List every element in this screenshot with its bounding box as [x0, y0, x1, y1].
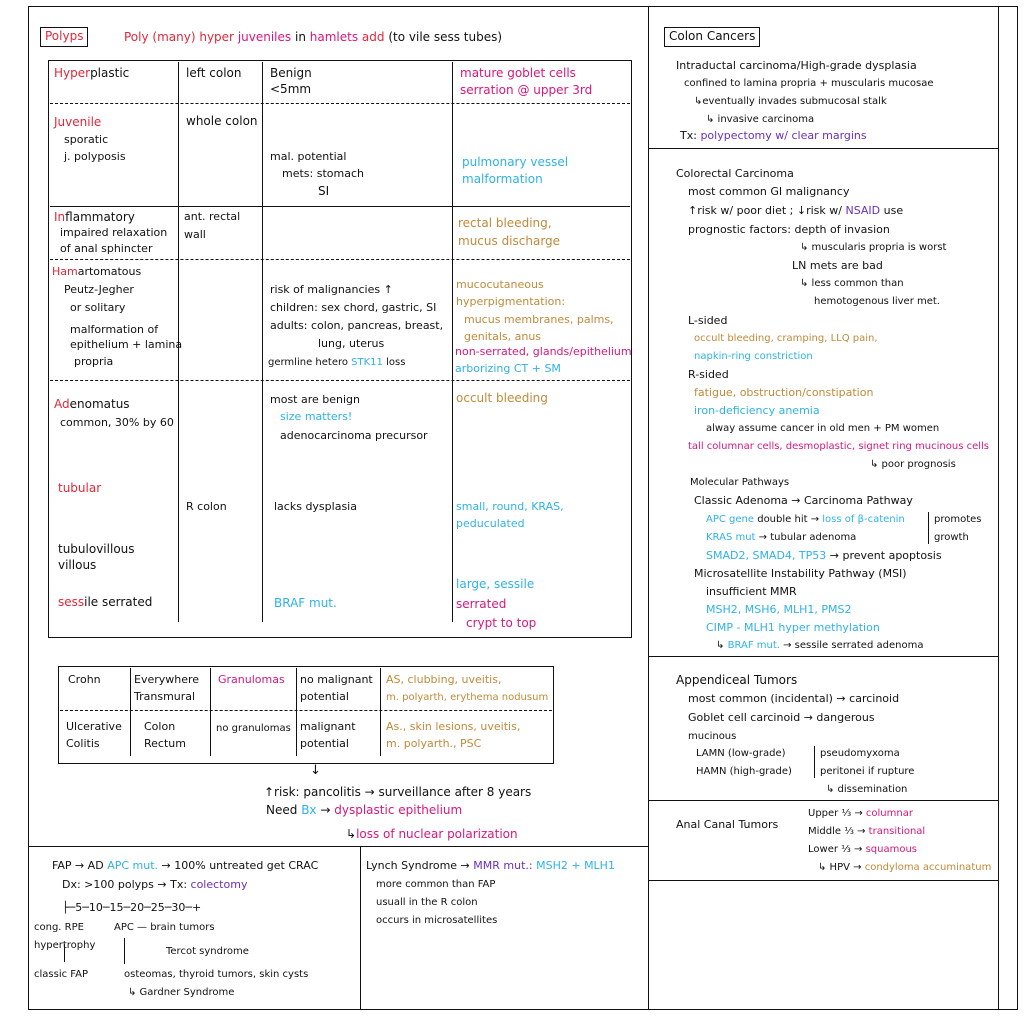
- hyperplastic-feature: serration @ upper 3rd: [460, 83, 593, 97]
- intraductal-line: ↳eventually invades submucosal stalk: [694, 96, 887, 107]
- left-bottom-divider: [28, 846, 648, 847]
- hamartomatous-detail: Peutz-Jegher: [64, 283, 134, 296]
- adenomatous-risk: size matters!: [280, 410, 353, 423]
- crc-line: ↳ muscularis propria is worst: [800, 242, 947, 253]
- right-divider-1: [648, 148, 998, 149]
- appendiceal-bracket: [814, 746, 815, 778]
- ibd-col: [380, 668, 381, 756]
- crc-apc: APC gene double hit → loss of β-catenin: [706, 514, 905, 525]
- anal-upper: Upper ⅓ → columnar: [808, 808, 913, 819]
- lynch-line: usuall in the R colon: [376, 897, 478, 908]
- uc-extraintestinal: As., skin lesions, uveitis,: [386, 720, 521, 733]
- anal-title: Anal Canal Tumors: [676, 818, 779, 831]
- juvenile-type: j. polyposis: [64, 150, 126, 163]
- crc-line: ↑risk w/ poor diet ; ↓risk w/ NSAID use: [688, 204, 904, 217]
- lynch-line1: Lynch Syndrome → MMR mut.: MSH2 + MLH1: [366, 859, 615, 872]
- appendiceal-pseudomyxoma: pseudomyxoma: [820, 748, 900, 759]
- ibd-row-divider: [60, 710, 552, 711]
- intraductal-line: Intraductal carcinoma/High-grade dysplasia: [676, 59, 917, 72]
- juvenile-feature: pulmonary vessel: [462, 155, 569, 169]
- inflammatory-name: Inflammatory: [54, 210, 135, 224]
- crc-rsided: R-sided: [688, 368, 729, 381]
- hyperplastic-feature: mature goblet cells: [460, 66, 576, 80]
- uc-loss-line: ↳loss of nuclear polarization: [346, 827, 518, 841]
- hamartomatous-name: Hamartomatous: [52, 265, 142, 278]
- crc-msi-line: insufficient MMR: [706, 585, 797, 598]
- uc-name: Ulcerative: [66, 720, 122, 733]
- hamartomatous-risk: lung, uterus: [318, 337, 385, 350]
- sessile-feature: serrated: [456, 597, 507, 611]
- uc-malignancy: malignant: [300, 720, 356, 733]
- appendiceal-title: Appendiceal Tumors: [676, 673, 798, 687]
- hamartomatous-detail: or solitary: [70, 301, 126, 314]
- appendiceal-line: mucinous: [688, 731, 737, 742]
- crc-line: prognostic factors: depth of invasion: [688, 223, 890, 236]
- sessile-feature: crypt to top: [466, 616, 537, 630]
- crohn-granulomas: Granulomas: [218, 673, 285, 686]
- polyps-col3: [452, 62, 453, 622]
- juvenile-type: sporatic: [64, 133, 109, 146]
- anal-lower: Lower ⅓ → squamous: [808, 844, 918, 855]
- inflammatory-detail: of anal sphincter: [60, 242, 153, 255]
- uc-extraintestinal: m. polyarth., PSC: [386, 737, 482, 750]
- right-divider-2: [648, 656, 998, 657]
- fap-tick: [64, 944, 65, 962]
- uc-risk-line: ↑risk: pancolitis → surveillance after 8 years: [264, 785, 532, 799]
- lynch-line: occurs in microsatellites: [376, 915, 498, 926]
- polyps-title: Polyps: [40, 27, 88, 47]
- crc-rsided-detail: alway assume cancer in old men + PM women: [706, 423, 940, 434]
- crc-line: hemotogenous liver met.: [814, 296, 940, 307]
- crc-smad: SMAD2, SMAD4, TP53 → prevent apoptosis: [706, 549, 942, 562]
- uc-granulomas: no granulomas: [216, 723, 291, 734]
- sessile-name: sessile serrated: [58, 595, 153, 609]
- crohn-malignancy: potential: [300, 690, 349, 703]
- crohn-location: Transmural: [134, 690, 196, 703]
- column-divider: [648, 6, 649, 1010]
- ibd-col: [210, 668, 211, 756]
- hamartomatous-risk: risk of malignancies ↑: [270, 283, 393, 296]
- adenomatous-detail: common, 30% by 60: [60, 416, 174, 429]
- uc-malignancy: potential: [300, 737, 349, 750]
- tubular-feature: peduculated: [456, 517, 525, 530]
- fap-tick: [124, 938, 125, 964]
- juvenile-risk: mal. potential: [270, 150, 347, 163]
- appendiceal-lamn: LAMN (low-grade): [696, 748, 786, 759]
- juvenile-location: whole colon: [186, 114, 258, 128]
- crc-lsided: L-sided: [688, 314, 728, 327]
- polyps-mnemonic: Poly (many) hyper juveniles in hamlets add (to vile sess tubes): [124, 30, 503, 44]
- right-inner-border: [998, 6, 999, 1010]
- crc-msi-braf: ↳ BRAF mut. → sessile serrated adenoma: [716, 640, 924, 651]
- hamartomatous-risk: children: sex chord, gastric, SI: [270, 301, 437, 314]
- fap-timeline: ├─5─10─15─20─25─30─+: [62, 901, 202, 914]
- polyps-row-divider: [50, 206, 630, 207]
- inflammatory-detail: impaired relaxation: [60, 226, 168, 239]
- fap-apc-brain: APC — brain tumors: [114, 922, 215, 933]
- hyperplastic-name: Hyperplastic: [54, 66, 130, 80]
- polyps-col2: [262, 62, 263, 622]
- fap-classic: classic FAP: [34, 969, 88, 980]
- crc-rsided-detail: fatigue, obstruction/constipation: [694, 386, 874, 399]
- crc-promotes: promotes: [934, 514, 982, 525]
- crc-molecular-title: Molecular Pathways: [690, 477, 790, 488]
- hamartomatous-detail: epithelium + lamina: [70, 338, 183, 351]
- juvenile-risk: SI: [318, 184, 330, 198]
- crc-title: Colorectal Carcinoma: [676, 167, 794, 180]
- adenomatous-risk: adenocarcinoma precursor: [280, 429, 428, 442]
- crohn-extraintestinal: m. polyarth, erythema nodusum: [386, 692, 549, 703]
- hamartomatous-feature: mucus membranes, palms,: [464, 313, 614, 326]
- crc-bracket: [928, 512, 929, 544]
- crc-lsided-detail: occult bleeding, cramping, LLQ pain,: [694, 333, 878, 344]
- lynch-line: more common than FAP: [376, 879, 496, 890]
- intraductal-line: confined to lamina propria + muscularis mucosae: [684, 78, 934, 89]
- crohn-extraintestinal: AS, clubbing, uveitis,: [386, 673, 502, 686]
- hamartomatous-feature: hyperpigmentation:: [456, 295, 566, 308]
- crc-msi-line: CIMP - MLH1 hyper methylation: [706, 621, 880, 634]
- fap-hypertrophy: hypertrophy: [34, 940, 96, 951]
- villous-name: villous: [58, 558, 97, 572]
- crc-rsided-detail: tall columnar cells, desmoplastic, signet ring mucinous cells: [688, 441, 990, 452]
- right-divider-4: [648, 880, 998, 881]
- fap-line2: Dx: >100 polyps → Tx: colectomy: [62, 878, 248, 891]
- hamartomatous-risk: adults: colon, pancreas, breast,: [270, 319, 444, 332]
- down-arrow: ↓: [310, 763, 321, 778]
- hamartomatous-gene: germline hetero STK11 loss: [268, 357, 406, 368]
- inflammatory-feature: rectal bleeding,: [458, 216, 552, 230]
- inflammatory-location: ant. rectal: [184, 210, 241, 223]
- tubular-risk: lacks dysplasia: [274, 500, 357, 513]
- hamartomatous-detail: propria: [74, 355, 114, 368]
- fap-line1: FAP → AD APC mut. → 100% untreated get CRAC: [52, 859, 319, 872]
- crc-msi-line: MSH2, MSH6, MLH1, PMS2: [706, 603, 852, 616]
- inflammatory-feature: mucus discharge: [458, 234, 561, 248]
- crohn-name: Crohn: [68, 673, 101, 686]
- appendiceal-hamn: HAMN (high-grade): [696, 766, 792, 777]
- intraductal-tx: Tx: polypectomy w/ clear margins: [680, 129, 867, 142]
- fap-turcot: Tercot syndrome: [166, 946, 249, 957]
- polyps-row-divider: [50, 259, 630, 260]
- tubular-feature: small, round, KRAS,: [456, 500, 564, 513]
- fap-gardner: ↳ Gardner Syndrome: [128, 987, 235, 998]
- hamartomatous-feature: mucocutaneous: [456, 278, 544, 291]
- adenomatous-risk: most are benign: [270, 393, 361, 406]
- polyps-row-divider: [50, 103, 630, 104]
- crc-rsided-detail: iron-deficiency anemia: [694, 404, 820, 417]
- crc-msi-title: Microsatellite Instability Pathway (MSI): [694, 567, 907, 580]
- crc-line: most common GI malignancy: [688, 185, 850, 198]
- crc-line: ↳ less common than: [800, 278, 904, 289]
- hyperplastic-size: <5mm: [270, 82, 312, 96]
- inflammatory-location: wall: [184, 228, 206, 241]
- fap-osteomas: osteomas, thyroid tumors, skin cysts: [124, 969, 309, 980]
- right-divider-3: [648, 800, 998, 801]
- crohn-malignancy: no malignant: [300, 673, 373, 686]
- ibd-col: [296, 668, 297, 756]
- uc-location: Colon: [144, 720, 176, 733]
- hamartomatous-feature: arborizing CT + SM: [455, 362, 561, 375]
- appendiceal-peritonei: peritonei if rupture: [820, 766, 915, 777]
- fap-lynch-divider: [360, 846, 361, 1010]
- crc-classic-pathway: Classic Adenoma → Carcinoma Pathway: [694, 494, 913, 507]
- adenomatous-name: Adenomatus: [54, 397, 130, 411]
- anal-hpv: ↳ HPV → condyloma accuminatum: [818, 862, 992, 873]
- tubulovillous-name: tubulovillous: [58, 542, 135, 556]
- uc-location: Rectum: [144, 737, 186, 750]
- hamartomatous-feature: non-serrated, glands/epithelium: [455, 345, 632, 358]
- hyperplastic-risk: Benign: [270, 66, 312, 80]
- appendiceal-line: Goblet cell carcinoid → dangerous: [688, 711, 875, 724]
- anal-middle: Middle ⅓ → transitional: [808, 826, 926, 837]
- tubular-location: R colon: [186, 500, 227, 513]
- ibd-col: [130, 668, 131, 756]
- crc-line: LN mets are bad: [792, 259, 883, 272]
- crc-growth: growth: [934, 532, 969, 543]
- hamartomatous-feature: genitals, anus: [464, 330, 542, 343]
- colon-cancers-title: Colon Cancers: [664, 27, 760, 47]
- hyperplastic-location: left colon: [186, 66, 242, 80]
- crohn-location: Everywhere: [134, 673, 200, 686]
- intraductal-line: ↳ invasive carcinoma: [706, 114, 815, 125]
- polyps-row-divider: [50, 380, 630, 381]
- hamartomatous-detail: malformation of: [70, 323, 159, 336]
- fap-cong-rpe: cong. RPE: [34, 922, 84, 933]
- crc-rsided-detail: ↳ poor prognosis: [870, 459, 956, 470]
- crc-kras: KRAS mut → tubular adenoma: [706, 532, 857, 543]
- appendiceal-line: most common (incidental) → carcinoid: [688, 692, 900, 705]
- tubular-name: tubular: [58, 481, 102, 495]
- uc-name: Colitis: [66, 737, 100, 750]
- juvenile-feature: malformation: [462, 172, 543, 186]
- sessile-feature: large, sessile: [456, 577, 535, 591]
- uc-need-line: Need Bx → dysplastic epithelium: [266, 803, 463, 817]
- juvenile-name: Juvenile: [54, 115, 102, 129]
- appendiceal-dissemination: ↳ dissemination: [826, 784, 908, 795]
- adenomatous-feature: occult bleeding: [456, 391, 548, 405]
- sessile-risk: BRAF mut.: [274, 596, 337, 610]
- crc-lsided-detail: napkin-ring constriction: [694, 351, 813, 362]
- juvenile-risk: mets: stomach: [282, 167, 364, 180]
